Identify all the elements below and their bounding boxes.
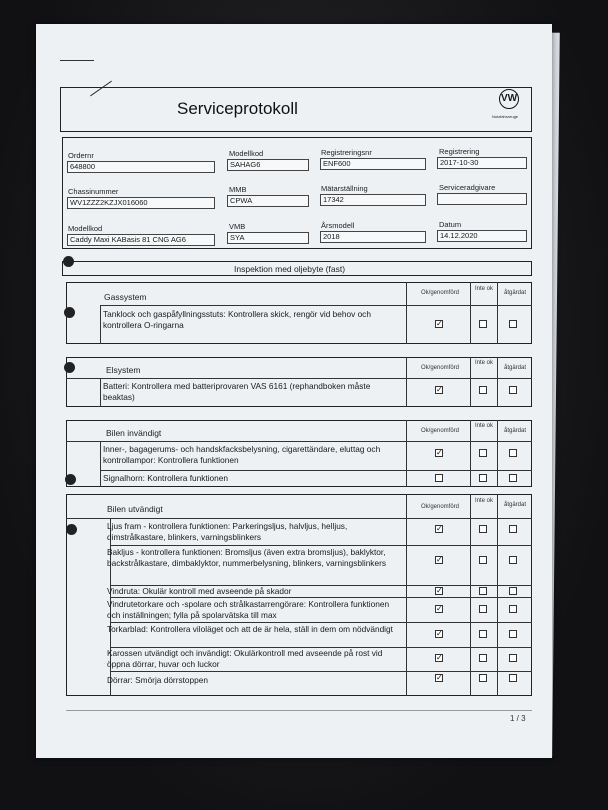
atgardat-checkbox[interactable] <box>509 320 517 328</box>
atgardat-checkbox[interactable] <box>509 587 517 595</box>
inte-ok-checkbox[interactable] <box>479 674 487 682</box>
checklist-row-text: Inner-, bagagerums- och handskfacksbelysning, cigarettändare, eluttag och kontrollampor: Kontrollera funktionen <box>103 444 381 465</box>
divider <box>406 420 407 487</box>
section-title: Gassystem <box>104 292 147 302</box>
col-inte-header: Inte ok <box>474 286 493 292</box>
page-number: 1 / 3 <box>510 714 526 723</box>
atgardat-checkbox[interactable] <box>509 654 517 662</box>
checklist-row-text: Ljus fram - kontrollera funktionen: Parkeringsljus, halvljus, helljus, dimstrålkastare, blinkers, varningsblinkers <box>107 521 348 542</box>
inte-ok-checkbox[interactable] <box>479 386 487 394</box>
divider <box>66 378 532 379</box>
logo-subtitle: Nutzfahrzeuge <box>492 114 519 119</box>
col-ok-header: Ok/genomförd <box>420 428 460 434</box>
col-atgardat-header: åtgärdat <box>503 502 527 508</box>
checklist-row-text: Torkarblad: Kontrollera viloläget och att de är hela, ställ in dem om nödvändigt <box>107 624 393 634</box>
ok-checkbox[interactable]: ✓ <box>436 385 443 394</box>
ok-checkbox[interactable] <box>435 474 443 482</box>
divider <box>110 545 532 546</box>
divider <box>110 622 532 623</box>
divider <box>497 420 498 487</box>
divider <box>470 282 471 344</box>
divider <box>470 494 471 696</box>
divider <box>100 378 101 407</box>
arsmodell-field: 2018 <box>320 231 426 243</box>
modellkod-field: SAHAG6 <box>227 159 309 171</box>
ok-checkbox[interactable]: ✓ <box>436 586 443 595</box>
divider <box>66 518 532 519</box>
col-atgardat-header: åtgärdat <box>503 428 527 434</box>
vmb-field: SYA <box>227 232 309 244</box>
ordernr-field: 648800 <box>67 161 215 173</box>
ok-checkbox[interactable]: ✓ <box>436 555 443 564</box>
modellkod2-field: Caddy Maxi KABasis 81 CNG AG6 <box>67 234 215 246</box>
mmb-label: MMB <box>229 185 247 194</box>
divider <box>100 470 532 471</box>
atgardat-checkbox[interactable] <box>509 449 517 457</box>
col-atgardat-header: åtgärdat <box>503 290 527 296</box>
modellkod2-label: Modellkod <box>68 224 103 233</box>
arsmodell-label: Årsmodell <box>321 221 355 230</box>
inte-ok-checkbox[interactable] <box>479 587 487 595</box>
document-page <box>36 24 552 758</box>
footer-line <box>66 710 532 711</box>
inte-ok-checkbox[interactable] <box>479 320 487 328</box>
atgardat-checkbox[interactable] <box>509 605 517 613</box>
servicerad-field <box>437 193 527 205</box>
col-inte-header: Inte ok <box>474 498 493 504</box>
atgardat-checkbox[interactable] <box>509 674 517 682</box>
inte-ok-checkbox[interactable] <box>479 449 487 457</box>
ok-checkbox[interactable]: ✓ <box>436 604 443 613</box>
divider <box>100 305 532 306</box>
registrering-field: 2017-10-30 <box>437 157 527 169</box>
matar-label: Mätarställning <box>321 184 368 193</box>
divider <box>100 441 101 487</box>
divider <box>470 357 471 407</box>
inte-ok-checkbox[interactable] <box>479 605 487 613</box>
ok-checkbox[interactable]: ✓ <box>436 319 443 328</box>
vw-logo-icon: VW <box>499 89 519 109</box>
divider <box>110 597 532 598</box>
atgardat-checkbox[interactable] <box>509 556 517 564</box>
atgardat-checkbox[interactable] <box>509 525 517 533</box>
ok-checkbox[interactable]: ✓ <box>436 653 443 662</box>
divider <box>406 282 407 344</box>
atgardat-checkbox[interactable] <box>509 474 517 482</box>
checklist-row-text: Karossen utvändigt och invändigt: Okulärkontroll med avseende på rost vid öppna dörrar, huvar och luckor <box>107 648 383 669</box>
col-inte-header: Inte ok <box>474 360 493 366</box>
servicerad-label: Serviceradgivare <box>439 183 496 192</box>
pen-mark <box>60 60 94 61</box>
atgardat-checkbox[interactable] <box>509 630 517 638</box>
checklist-row-text: Vindruta: Okulär kontroll med avseende på skador <box>107 586 292 596</box>
checklist-row-text: Batteri: Kontrollera med batteriprovaren VAS 6161 (rephandboken måste beaktas) <box>103 381 371 402</box>
divider <box>66 441 532 442</box>
vmb-label: VMB <box>229 222 246 231</box>
inte-ok-checkbox[interactable] <box>479 654 487 662</box>
section-title: Bilen utvändigt <box>107 504 163 514</box>
inte-ok-checkbox[interactable] <box>479 630 487 638</box>
col-atgardat-header: åtgärdat <box>503 365 527 371</box>
ok-checkbox[interactable]: ✓ <box>436 448 443 457</box>
checklist-row-text: Bakljus - kontrollera funktionen: Bromsljus (även extra bromsljus), baklyktor, backstrålkastare, dimbaklyktor, nummerbelysning, blinkers, varningsblinkers <box>107 547 386 568</box>
inte-ok-checkbox[interactable] <box>479 474 487 482</box>
section-title: Elsystem <box>106 365 141 375</box>
datum-label: Datum <box>439 220 462 229</box>
atgardat-checkbox[interactable] <box>509 386 517 394</box>
col-ok-header: Ok/genomförd <box>420 365 460 371</box>
section-title: Bilen invändigt <box>106 428 162 438</box>
ok-checkbox[interactable]: ✓ <box>436 673 443 682</box>
matar-field: 17342 <box>320 194 426 206</box>
mmb-field: CPWA <box>227 195 309 207</box>
divider <box>497 282 498 344</box>
col-ok-header: Ok/genomförd <box>420 504 460 510</box>
divider <box>497 494 498 696</box>
datum-field: 14.12.2020 <box>437 230 527 242</box>
inte-ok-checkbox[interactable] <box>479 525 487 533</box>
divider <box>406 494 407 696</box>
divider <box>470 420 471 487</box>
ok-checkbox[interactable]: ✓ <box>436 629 443 638</box>
divider <box>110 671 532 672</box>
chassis-field: WV1ZZZ2KZJX016060 <box>67 197 215 209</box>
checklist-row-text: Tanklock och gaspåfyllningsstuts: Kontrollera skick, rengör vid behov och kontrollera O-ringarna <box>103 309 371 330</box>
divider <box>100 305 101 344</box>
registrering-label: Registrering <box>439 147 480 156</box>
regnr-label: Registreringsnr <box>321 148 372 157</box>
checklist-row-text: Dörrar: Smörja dörrstoppen <box>107 675 208 685</box>
divider <box>406 357 407 407</box>
ordernr-label: Ordernr <box>68 151 94 160</box>
checklist-row-text: Signalhorn: Kontrollera funktionen <box>103 473 228 483</box>
inspection-title: Inspektion med oljebyte (fast) <box>234 264 346 274</box>
ok-checkbox[interactable]: ✓ <box>436 524 443 533</box>
inte-ok-checkbox[interactable] <box>479 556 487 564</box>
modellkod-label: Modellkod <box>229 149 264 158</box>
col-inte-header: Inte ok <box>474 423 493 429</box>
col-ok-header: Ok/genomförd <box>420 290 460 296</box>
chassis-label: Chassinummer <box>68 187 119 196</box>
divider <box>497 357 498 407</box>
checklist-row-text: Vindrutetorkare och -spolare och strålkastarrengörare: Kontrollera funktionen och inställningen; fylla på spolarvätska till max <box>107 599 390 620</box>
regnr-field: ENF600 <box>320 158 426 170</box>
page-title: Serviceprotokoll <box>177 99 298 118</box>
